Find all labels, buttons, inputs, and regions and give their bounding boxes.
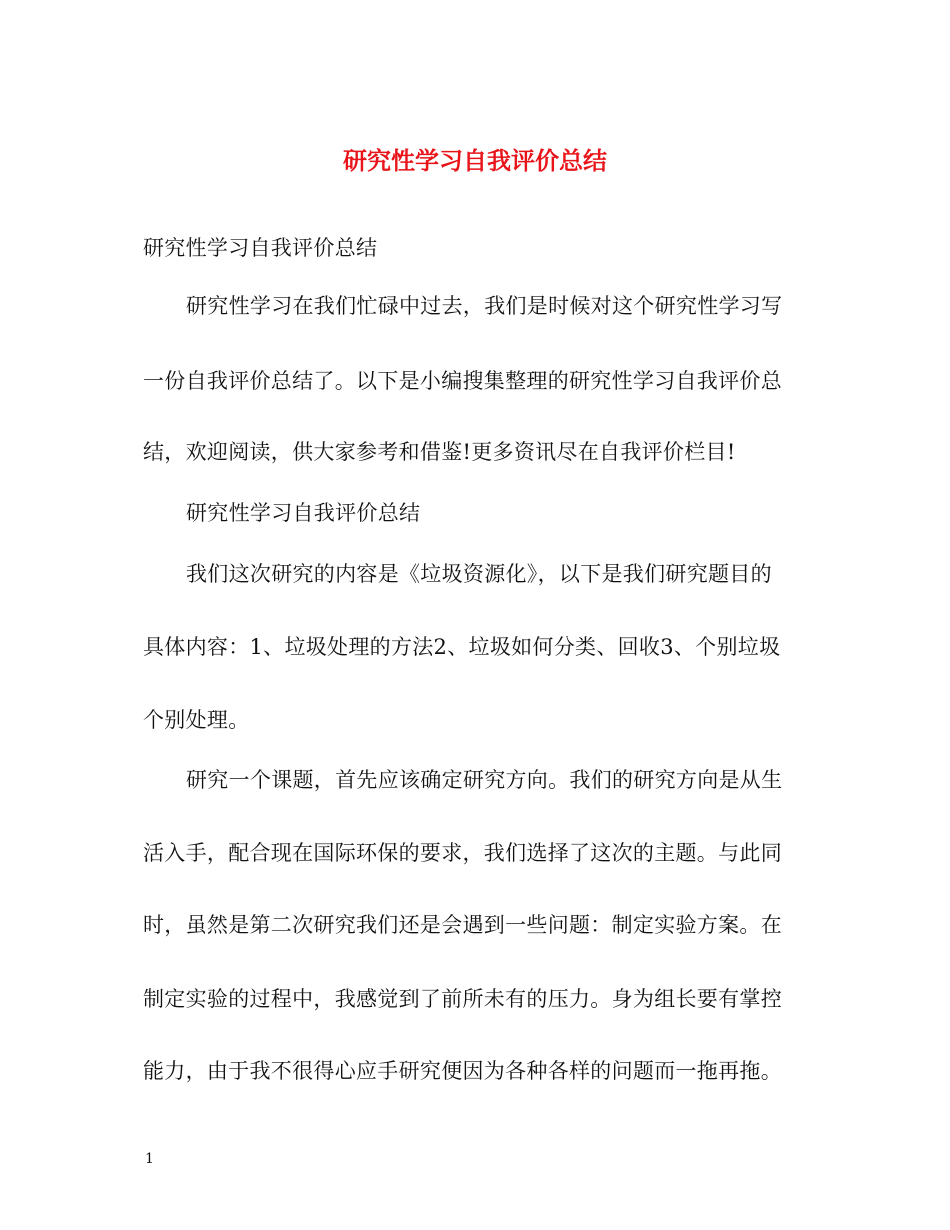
paragraph-line: 活入手，配合现在国际环保的要求，我们选择了这次的主题。与此同 [143, 841, 782, 865]
paragraph-line: 研究性学习在我们忙碌中过去，我们是时候对这个研究性学习写 [186, 294, 783, 318]
document-title: 研究性学习自我评价总结 [343, 146, 607, 175]
paragraph-line: 一份自我评价总结了。以下是小编搜集整理的研究性学习自我评价总 [143, 369, 782, 393]
paragraph-line: 制定实验的过程中，我感觉到了前所未有的压力。身为组长要有掌控 [143, 987, 782, 1011]
paragraph-line: 研究一个课题，首先应该确定研究方向。我们的研究方向是从生 [186, 768, 783, 792]
page-number: 1 [145, 1151, 154, 1167]
paragraph-line: 我们这次研究的内容是《垃圾资源化》，以下是我们研究题目的 [186, 562, 772, 586]
section-heading-line: 研究性学习自我评价总结 [186, 501, 421, 525]
paragraph-line: 结，欢迎阅读，供大家参考和借鉴!更多资讯尽在自我评价栏目! [143, 440, 736, 464]
paragraph-line: 具体内容：1、垃圾处理的方法2、垃圾如何分类、回收3、个别垃圾 [143, 635, 781, 659]
paragraph-line: 时，虽然是第二次研究我们还是会遇到一些问题：制定实验方案。在 [143, 913, 782, 937]
paragraph-line: 能力，由于我不很得心应手研究便因为各种各样的问题而一拖再拖。 [143, 1059, 782, 1083]
paragraph-line: 个别处理。 [143, 708, 250, 732]
subtitle-line: 研究性学习自我评价总结 [143, 236, 378, 260]
